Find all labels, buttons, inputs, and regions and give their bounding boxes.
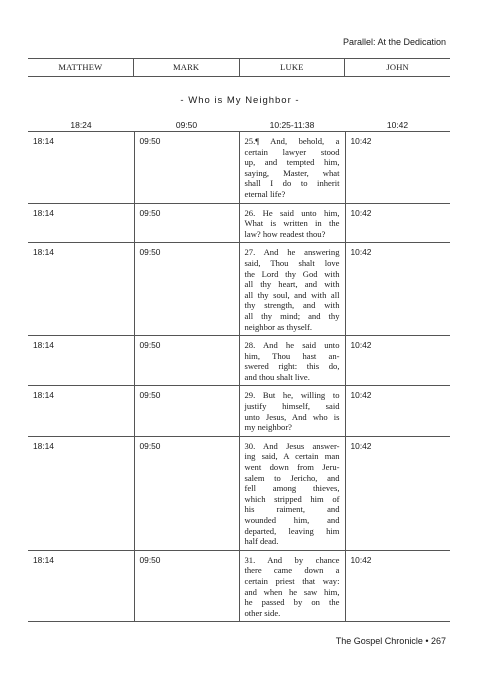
column-reference-row [28,120,450,130]
matthew-ref-cell: 18:14 [28,336,134,386]
verse-line: 29. But he, willing to [244,390,340,401]
mark-ref-cell: 09:50 [134,386,239,436]
section-title: - Who is My Neighbor - [180,95,300,106]
verse-line: there came down a [244,565,340,576]
ref-luke: 10:25-11:38 [269,120,315,130]
parallel-table [28,131,450,622]
mark-ref-cell: 09:50 [134,243,239,336]
verse-line: 26. He said unto him, [244,207,340,218]
verse-line: thy strength, and with [244,300,340,311]
verse-line: half dead. [244,536,279,547]
verse-line: wounded him, and [244,515,340,525]
verse-line: justify himself, said [244,401,340,412]
verse-line: swered right: this do, [244,361,340,372]
ref-john: 10:42 [386,120,409,130]
mark-ref-cell: 09:50 [134,203,239,243]
table-row [28,550,450,622]
running-head: Parallel: At the Dedication [342,37,446,47]
gospel-header-row [28,58,450,77]
luke-text-cell [239,132,345,204]
luke-text-cell [239,436,345,550]
verse-line: shall I do to inherit [244,178,340,189]
verse-line: and thou shalt live. [244,371,310,382]
verse-line: and when he saw him, [244,586,340,597]
verse-line: said, Thou shalt love [244,257,340,268]
matthew-ref-cell: 18:14 [28,243,134,336]
verse-line: his raiment, and [244,504,340,515]
gospel-header-luke: LUKE [239,59,345,76]
verse-line: saying, Master, what [244,167,340,178]
verse-line: eternal life? [244,188,286,199]
page-footer: The Gospel Chronicle • 267 [335,636,446,646]
parallel-table-body [28,132,450,622]
verse-line: all thy heart, and with [244,279,340,290]
ref-matthew: 18:24 [70,120,92,130]
verse-line: all thy mind; and thy [244,310,340,321]
verse-line: all thy soul, and with all [244,289,340,300]
verse-line: up, and tempted him, [244,157,340,168]
matthew-ref-cell: 18:14 [28,436,134,550]
verse-line: my neighbor? [244,422,292,433]
verse-line: unto Jesus, And who is [244,411,340,422]
table-row [28,243,450,336]
john-ref-cell: 10:42 [345,243,450,336]
matthew-ref-cell: 18:14 [28,203,134,243]
verse-line: certain lawyer stood [244,146,340,157]
gospel-header-mark: MARK [133,59,239,76]
luke-text-cell [239,336,345,386]
table-row [28,132,450,204]
verse-line: departed, leaving him [244,525,340,536]
verse-line: 30. And Jesus answer- [244,440,340,451]
verse-line: him, Thou hast an- [244,350,340,361]
matthew-ref-cell: 18:14 [28,550,134,622]
verse-line: other side. [244,607,281,618]
verse-line: 31. And by chance [244,554,340,565]
john-ref-cell: 10:42 [345,386,450,436]
table-row [28,203,450,243]
john-ref-cell: 10:42 [345,336,450,386]
luke-text-cell [239,386,345,436]
verse-line: neighbor as thyself. [244,321,313,332]
verse-line: ing said, A certain man [244,451,340,462]
john-ref-cell: 10:42 [345,550,450,622]
verse-line: he passed by on the [244,597,340,608]
verse-line: What is written in the [244,218,340,229]
john-ref-cell: 10:42 [345,132,450,204]
table-row [28,386,450,436]
ref-mark: 09:50 [175,120,198,130]
verse-line: 25.¶ And, behold, a [244,136,340,146]
verse-line: fell among thieves, [244,483,340,494]
gospel-header-john: JOHN [344,59,450,76]
luke-text-cell [239,203,345,243]
verse-line: went down from Jeru- [244,462,340,473]
table-row [28,436,450,550]
verse-line: 28. And he said unto [244,340,340,351]
mark-ref-cell: 09:50 [134,550,239,622]
verse-line: salem to Jericho, and [244,472,340,483]
verse-line: 27. And he answering [244,247,340,258]
mark-ref-cell: 09:50 [134,336,239,386]
john-ref-cell: 10:42 [345,203,450,243]
table-row [28,336,450,386]
verse-line: certain priest that way: [244,575,340,586]
luke-text-cell [239,550,345,622]
john-ref-cell: 10:42 [345,436,450,550]
mark-ref-cell: 09:50 [134,436,239,550]
verse-line: law? how readest thou? [244,228,326,239]
verse-line: which stripped him of [244,493,340,504]
verse-line: the Lord thy God with [244,268,340,279]
luke-text-cell [239,243,345,336]
matthew-ref-cell: 18:14 [28,132,134,204]
matthew-ref-cell: 18:14 [28,386,134,436]
mark-ref-cell: 09:50 [134,132,239,204]
gospel-header-matthew: MATTHEW [58,62,103,72]
